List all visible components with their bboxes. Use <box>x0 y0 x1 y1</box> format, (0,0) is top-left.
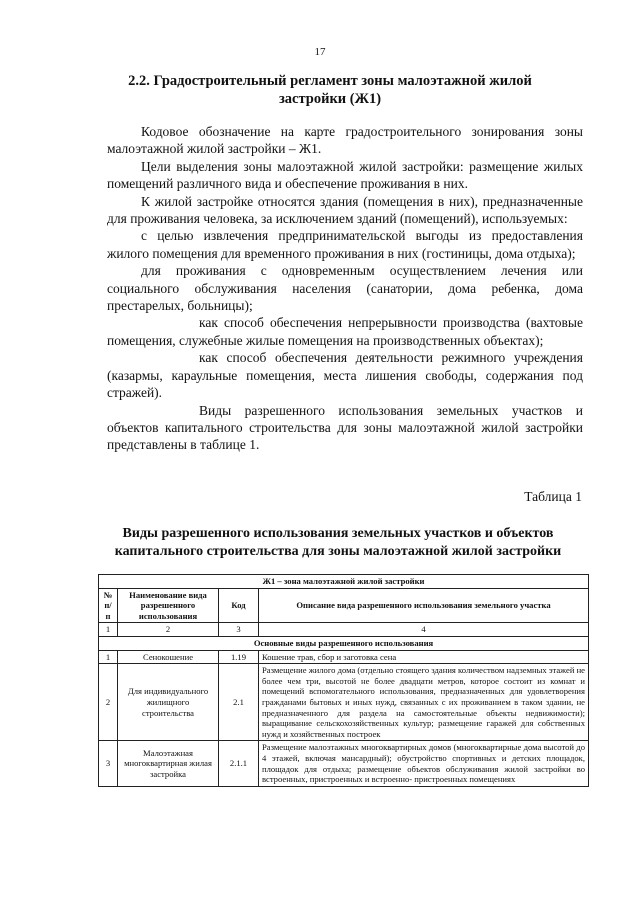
paragraph: для проживания с одновременным осуществлением лечения или социального обслуживания населения (санатории, дома ребенка, дома престарелых, больницы); <box>107 263 583 314</box>
table-section-row <box>99 636 589 650</box>
header-desc: Описание вида разрешенного использования земельного участка <box>259 588 589 623</box>
table-index-row <box>99 623 589 637</box>
index-cell: 1 <box>99 623 118 637</box>
row-desc: Размещение малоэтажных многоквартирных домов (многоквартирные дома высотой до 4 этажей, включая мансардный); обустройство спортивных и детских площадок, площадок для отдыха; размещение объектов обслуживания жилой застройки во встроенных, пристроенных и встроенно- пристроенных помещениях <box>259 741 589 786</box>
regulations-table <box>98 574 589 787</box>
paragraph: Цели выделения зоны малоэтажной жилой застройки: размещение жилых помещений различного вида и обеспечение проживания в них. <box>107 158 583 192</box>
row-desc: Кошение трав, сбор и заготовка сена <box>259 650 589 664</box>
row-num: 2 <box>99 664 118 741</box>
body-text <box>107 123 583 454</box>
row-name: Сенокошение <box>118 650 219 664</box>
table-caption: Таблица 1 <box>524 489 582 504</box>
table-row <box>99 741 589 786</box>
paragraph: Виды разрешенного использования земельных участков и объектов капитального строительства для зоны малоэтажной жилой застройки представлены в таблице 1. <box>107 402 583 453</box>
page-number: 17 <box>314 46 326 58</box>
index-cell: 3 <box>219 623 259 637</box>
header-num: № п/п <box>99 588 118 623</box>
table-row <box>99 664 589 741</box>
paragraph: как способ обеспечения деятельности режимного учреждения (казармы, караульные помещения, места лишения свободы, содержания под стражей). <box>107 350 583 401</box>
row-code: 2.1 <box>219 664 259 741</box>
row-name: Для индивидуального жилищного строительства <box>118 664 219 741</box>
row-code: 1.19 <box>219 650 259 664</box>
row-num: 1 <box>99 650 118 664</box>
section-title: 2.2. Градостроительный регламент зоны малоэтажной жилой застройки (Ж1) <box>128 73 532 107</box>
row-num: 3 <box>99 741 118 786</box>
row-code: 2.1.1 <box>219 741 259 786</box>
header-code: Код <box>219 588 259 623</box>
zone-title-cell: Ж1 – зона малоэтажной жилой застройки <box>99 575 589 589</box>
paragraph: как способ обеспечения непрерывности производства (вахтовые помещения, служебные жилые помещения на производственных объектах); <box>107 315 583 348</box>
row-name: Малоэтажная многоквартирная жилая застройка <box>118 741 219 786</box>
row-desc: Размещение жилого дома (отдельно стоящего здания количеством надземных этажей не более чем три, высотой не более двадцати метров, которое состоит из комнат и помещений вспомогательного использования, предназначенных для удовлетворения гражданами бытовых и иных нужд, связанных с их проживанием в таком здании, не предназначенного для раздела на самостоятельные объекты недвижимости); выращивание сельскохозяйственных культур; размещение гаражей для собственных нужд и хозяйственных построек <box>259 664 589 741</box>
paragraph: Кодовое обозначение на карте градостроительного зонирования зоны малоэтажной жилой застройки – Ж1. <box>107 124 583 157</box>
paragraph: К жилой застройке относятся здания (помещения в них), предназначенные для проживания человека, за исключением зданий (помещений), используемых: <box>107 193 583 227</box>
table-heading: Виды разрешенного использования земельных участков и объектов капитального строительства для зоны малоэтажной жилой застройки <box>114 526 562 559</box>
index-cell: 2 <box>118 623 219 637</box>
table-row <box>99 650 589 664</box>
paragraph: с целью извлечения предпринимательской выгоды из предоставления жилого помещения для временного проживания в них (гостиницы, дома отдыха); <box>107 228 583 261</box>
header-name: Наименование вида разрешенного использования <box>118 588 219 623</box>
index-cell: 4 <box>259 623 589 637</box>
table-header-row <box>99 588 589 623</box>
table-zone-row <box>99 575 589 589</box>
section-main-cell: Основные виды разрешенного использования <box>99 636 589 650</box>
